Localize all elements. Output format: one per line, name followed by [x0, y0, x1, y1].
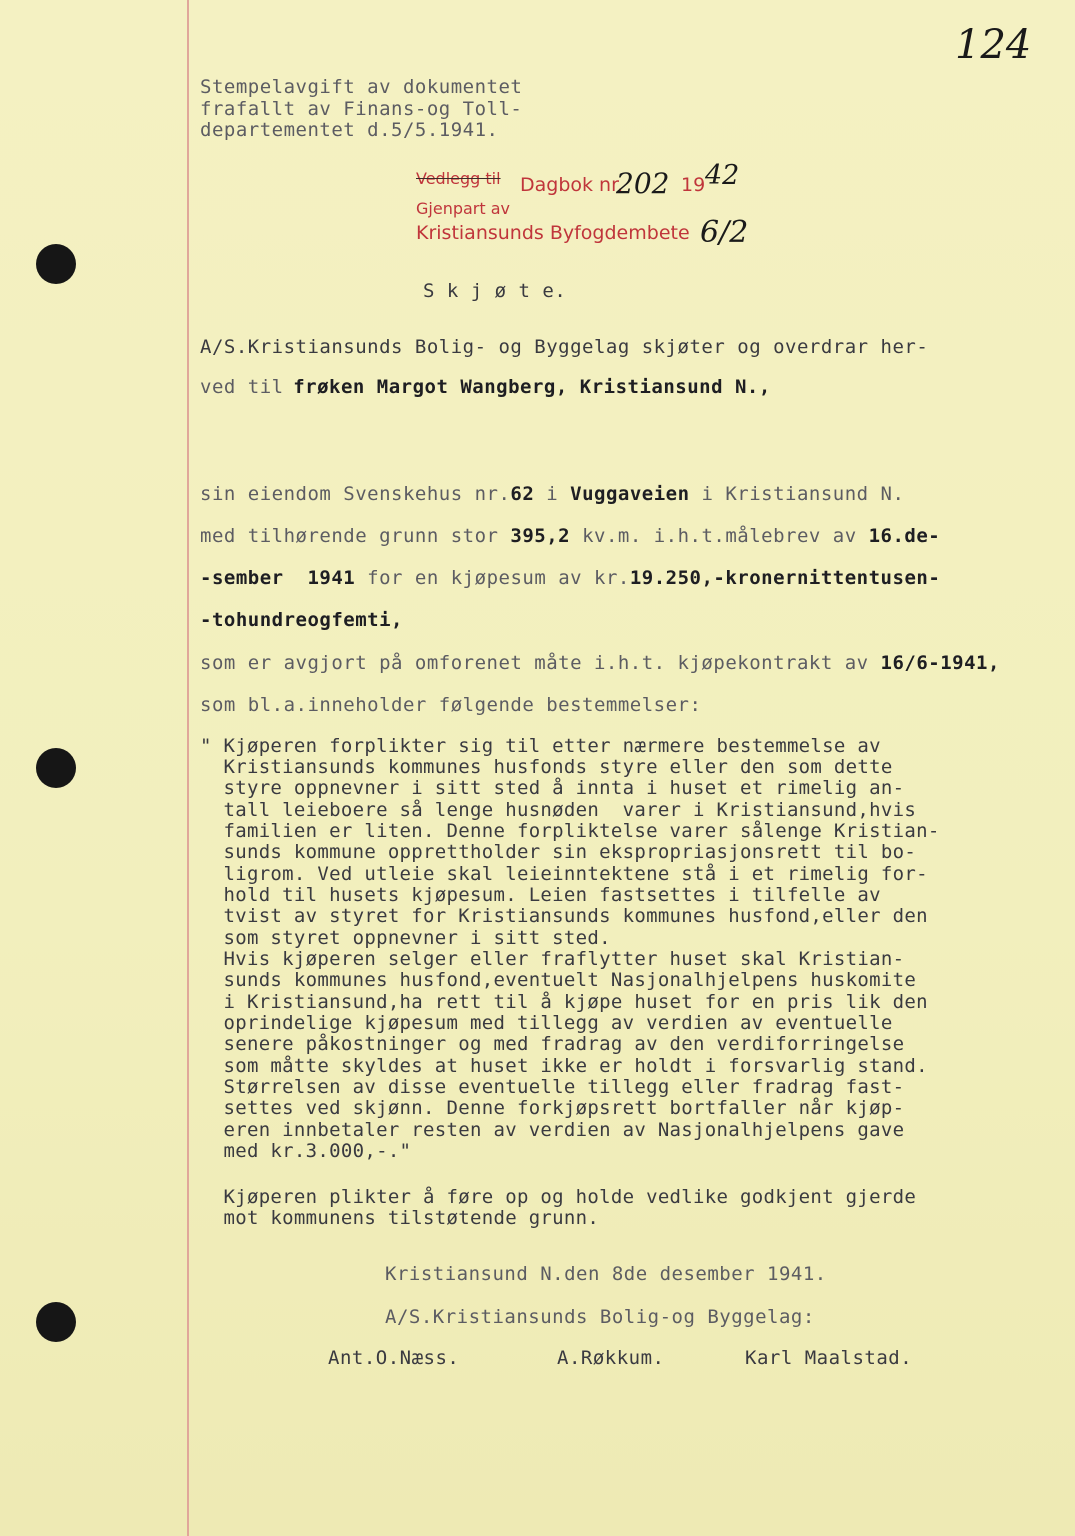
punch-hole-top [36, 244, 76, 284]
intro-prefix: ved til [200, 376, 284, 398]
plot-area: 395,2 [510, 525, 571, 547]
quote-line: Hvis kjøperen selger eller fraflytter huset skal Kristian- [200, 948, 905, 970]
quote-line: senere påkostninger og med fradrag av den verdiforringelse [200, 1033, 905, 1055]
survey-year: 1941 [307, 567, 356, 589]
quote-line: hold til husets kjøpesum. Leien fastsettes i tilfelle av [200, 884, 881, 906]
property-text: for en kjøpesum av kr. [355, 567, 630, 589]
property-line-3 [200, 567, 940, 589]
property-text: i [534, 483, 571, 505]
quote-line: som måtte skyldes at huset ikke er holdt i forsvarlig stand. [200, 1055, 928, 1077]
stamp-dagbok-number: 202 [616, 167, 670, 200]
quote-line: styre oppnevner i sitt sted å innta i huset et rimelig an- [200, 777, 905, 799]
house-number: 62 [510, 483, 535, 505]
signatory-1: Ant.O.Næss. [328, 1347, 460, 1369]
property-text: som er avgjort på omforenet måte i.h.t. kjøpekontrakt av [200, 652, 881, 674]
quote-line: ligrom. Ved utleie skal leieinntektene stå i et rimelig for- [200, 863, 928, 885]
intro-line-1: A/S.Kristiansunds Bolig- og Byggelag skjøter og overdrar her- [200, 336, 929, 358]
quote-line: Kristiansunds kommunes husfonds styre eller den som dette [200, 756, 893, 778]
page-number: 124 [955, 22, 1032, 68]
quote-line: tvist av styret for Kristiansunds kommunes husfond,eller den [200, 905, 928, 927]
stamp-duty-line-3: departementet d.5/5.1941. [200, 119, 499, 141]
survey-date: 16.de- [868, 525, 941, 547]
fence-clause-line-2: mot kommunens tilstøtende grunn. [200, 1207, 600, 1229]
property-text: med tilhørende grunn stor [200, 525, 511, 547]
stamp-year-prefix: 19 [681, 174, 706, 196]
property-line-1 [200, 483, 904, 505]
signatory-3: Karl Maalstad. [745, 1347, 913, 1369]
quote-line: som styret oppnevner i sitt sted. [200, 927, 611, 949]
quote-line: sunds kommune opprettholder sin ekspropriasjonsrett til bo- [200, 841, 917, 863]
signatory-2: A.Røkkum. [557, 1347, 665, 1369]
property-line-4: -tohundreogfemti, [200, 609, 403, 631]
document-title: S k j ø t e. [423, 280, 567, 302]
company-name: A/S.Kristiansunds Bolig-og Byggelag: [385, 1306, 815, 1328]
quote-line: eren innbetaler resten av verdien av Nasjonalhjelpens gave [200, 1119, 905, 1141]
fence-clause-line-1: Kjøperen plikter å føre op og holde vedlike godkjent gjerde [200, 1186, 917, 1208]
punch-hole-bottom [36, 1302, 76, 1342]
stamp-duty-line-1: Stempelavgift av dokumentet [200, 76, 523, 98]
stamp-struck-text: Vedlegg til [416, 169, 501, 188]
purchase-price: 19.250,-kronernittentusen- [629, 567, 941, 589]
stamp-handwritten-date: 6/2 [700, 215, 749, 250]
stamp-year-suffix: 42 [705, 160, 740, 191]
property-line-6: som bl.a.inneholder følgende bestemmelser: [200, 694, 702, 716]
buyer-name: frøken Margot Wangberg, Kristiansund N., [293, 376, 771, 398]
street-name: Vuggaveien [570, 483, 690, 505]
stamp-duty-line-2: frafallt av Finans-og Toll- [200, 98, 523, 120]
quote-line: oprindelige kjøpesum med tillegg av verdien av eventuelle [200, 1012, 893, 1034]
quote-line: med kr.3.000,-." [200, 1140, 412, 1162]
property-text: kv.m. i.h.t.målebrev av [570, 525, 869, 547]
quote-line: familien er liten. Denne forpliktelse varer sålenge Kristian- [200, 820, 940, 842]
quote-line: i Kristiansund,ha rett til å kjøpe huset for en pris lik den [200, 991, 928, 1013]
property-line-5 [200, 652, 1000, 674]
property-text: i Kristiansund N. [689, 483, 905, 505]
survey-date-cont: -sember [200, 567, 284, 589]
stamp-dagbok-label: Dagbok nr. [520, 174, 624, 196]
quote-line: " Kjøperen forplikter sig til etter nærmere bestemmelse av [200, 735, 881, 757]
property-line-2 [200, 525, 940, 547]
stamp-copy-label: Gjenpart av [416, 199, 510, 218]
quote-line: Størrelsen av disse eventuelle tillegg eller fradrag fast- [200, 1076, 905, 1098]
quote-line: tall leieboere så lenge husnøden varer i Kristiansund,hvis [200, 799, 917, 821]
quote-line: settes ved skjønn. Denne forkjøpsrett bortfaller når kjøp- [200, 1097, 905, 1119]
contract-date: 16/6-1941, [880, 652, 1000, 674]
place-and-date: Kristiansund N.den 8de desember 1941. [385, 1263, 827, 1285]
property-text: sin eiendom Svenskehus nr. [200, 483, 511, 505]
quote-line: sunds kommunes husfond,eventuelt Nasjonalhjelpens huskomite [200, 969, 917, 991]
margin-rule [187, 0, 189, 1536]
intro-line-2 [200, 376, 771, 398]
punch-hole-middle [36, 748, 76, 788]
stamp-office: Kristiansunds Byfogdembete [416, 222, 690, 244]
